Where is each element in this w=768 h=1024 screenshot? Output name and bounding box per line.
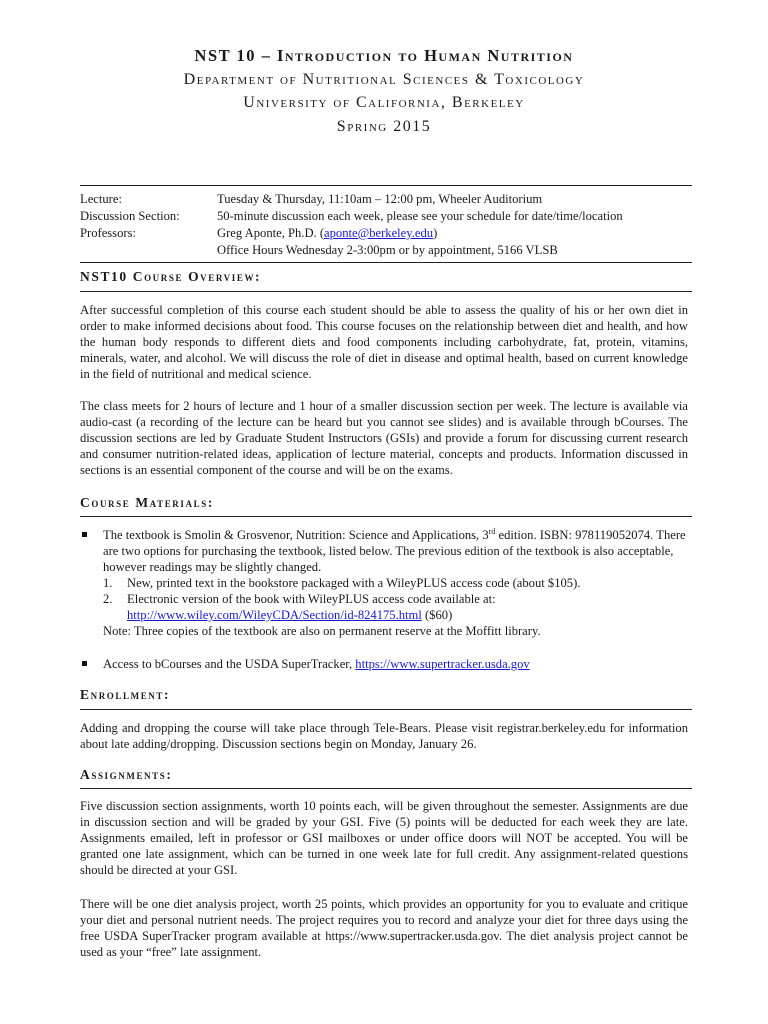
document-header (0, 44, 768, 138)
office-hours-row (80, 242, 692, 259)
reserve-note: Note: Three copies of the textbook are also on permanent reserve at the Moffitt library. (103, 624, 541, 638)
option-number: 2. (103, 592, 113, 606)
discussion-value: 50-minute discussion each week, please see your schedule for date/time/location (217, 209, 623, 223)
access-text: Access to bCourses and the USDA SuperTracker, (103, 657, 356, 671)
professor-email-link[interactable]: aponte@berkeley.edu (324, 226, 434, 240)
professors-value (217, 225, 692, 242)
bullet-marker (82, 532, 87, 537)
divider (80, 788, 692, 789)
access-bullet (103, 656, 692, 672)
professors-label: Professors: (80, 226, 136, 240)
section-heading-assignments: Assignments: (80, 767, 173, 782)
divider (80, 709, 692, 710)
professor-close: ) (433, 226, 438, 240)
course-title: NST 10 – Introduction to Human Nutrition (194, 46, 574, 65)
university-name: University of California, Berkeley (243, 94, 525, 111)
lecture-value: Tuesday & Thursday, 11:10am – 12:00 pm, Wheeler Auditorium (217, 192, 543, 206)
option-number: 1. (103, 576, 113, 590)
term: Spring 2015 (336, 117, 432, 135)
edition-superscript: rd (488, 526, 496, 536)
divider (80, 262, 692, 263)
assignments-paragraph-2: There will be one diet analysis project, worth 25 points, which provides an opportunity for you to evaluate and critique your diet and personal nutrient needs. The project requires you to record and analyze your diet for three days using the free USDA SuperTracker program available at https://www.supertracker.usda.gov. The diet analysis project cannot be used as your “free” late assignment. (80, 897, 688, 959)
assignments-paragraph-1: Five discussion section assignments, worth 10 points each, will be given throughout the semester. Assignments are due in discussion section and will be graded by your GSI. Five (5) points will be deducted for each week they are late. Assignments emailed, left in professor or GSI mailboxes or under office doors will NOT be accepted. You will be granted one late assignment, which can be turned in one week late for full credit. Any assignment-related questions should be directed at your GSI. (80, 799, 688, 877)
bullet-marker (82, 661, 87, 666)
discussion-row (80, 208, 692, 225)
department-name: Department of Nutritional Sciences & Toxicology (183, 70, 585, 88)
professors-row (80, 225, 692, 242)
option-text: New, printed text in the bookstore packaged with a WileyPLUS access code (about $105). (127, 576, 581, 590)
textbook-text-cont: edition. ISBN: 978119052074. There are two options for purchasing the textbook, listed below. The previous edition of the textbook is also acceptable, however readings may be slightly changed. (103, 528, 686, 574)
supertracker-link[interactable]: https://www.supertracker.usda.gov (355, 657, 530, 671)
list-item (80, 527, 692, 639)
divider (80, 516, 692, 517)
textbook-text: The textbook is Smolin & Grosvenor, Nutrition: Science and Applications, 3 (103, 528, 489, 542)
list-item (103, 575, 692, 591)
option-text-label: Electronic version of the book with WileyPLUS access code available at: (127, 592, 496, 606)
professor-name: Greg Aponte, Ph.D. ( (217, 226, 325, 240)
textbook-bullet (103, 527, 692, 639)
overview-paragraph-1: After successful completion of this course each student should be able to assess the quality of his or her own diet in order to make informed decisions about food. This course focuses on the relationship between diet and health, and how the human body responds to different diets and food components including carbohydrate, fat, protein, vitamins, minerals, water, and alcohol. We will discuss the role of diet in disease and optimal health, based on current knowledge in the field of nutritional and medical science. (80, 303, 688, 381)
section-heading-materials: Course Materials: (80, 495, 214, 510)
divider (80, 185, 692, 186)
section-heading-enrollment: Enrollment: (80, 687, 171, 702)
lecture-label: Lecture: (80, 192, 122, 206)
section-heading-overview: NST10 Course Overview: (80, 269, 262, 284)
option-price: ($60) (421, 608, 453, 622)
enrollment-paragraph: Adding and dropping the course will take place through Tele-Bears. Please visit registrar.berkeley.edu for information about late adding/dropping. Discussion sections begin on Monday, January 26. (80, 721, 688, 751)
option-text (127, 591, 496, 623)
list-item (103, 591, 692, 623)
list-item (80, 656, 692, 672)
overview-paragraph-2: The class meets for 2 hours of lecture and 1 hour of a smaller discussion section per week. The lecture is available via audio-cast (a recording of the lecture can be heard but you cannot see slides) and is available through bCourses. The discussion sections are led by Graduate Student Instructors (GSIs) and provide a forum for discussing current research and consumer nutrition-related ideas, application of lecture material, concepts and products. Information discussed in sections is an essential component of the course and will be on the exams. (80, 399, 688, 477)
course-info (80, 191, 692, 259)
wiley-link[interactable]: http://www.wiley.com/WileyCDA/Section/id-824175.html (127, 608, 422, 622)
office-hours: Office Hours Wednesday 2-3:00pm or by appointment, 5166 VLSB (217, 243, 558, 257)
discussion-label: Discussion Section: (80, 209, 180, 223)
lecture-row (80, 191, 692, 208)
divider (80, 291, 692, 292)
